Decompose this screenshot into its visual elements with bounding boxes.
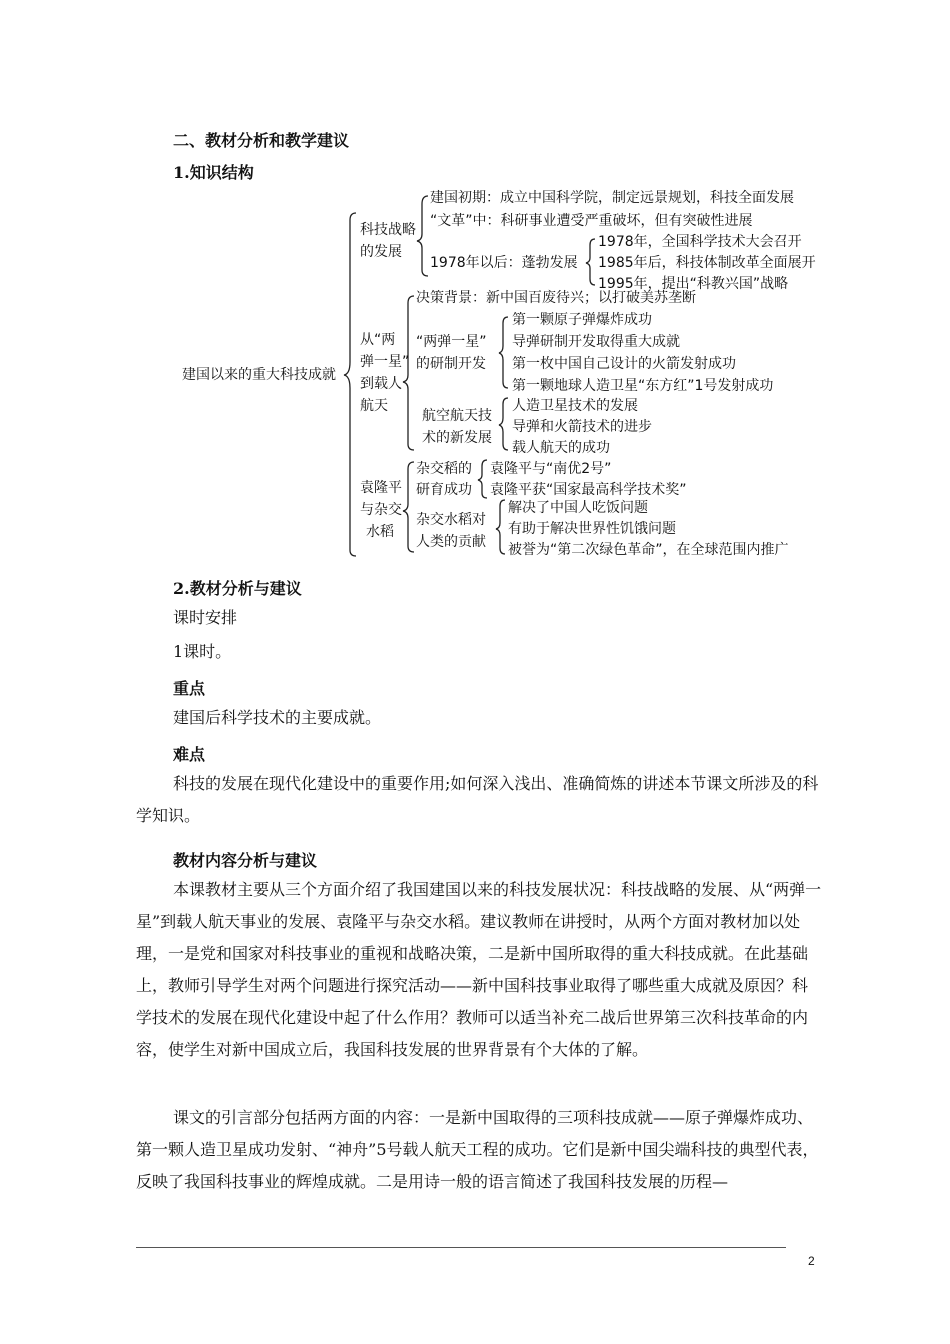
b3-c2-item: 有助于解决世界性饥饿问题: [508, 521, 676, 537]
b2-label-line3: 到载人: [360, 376, 402, 392]
b2-c3-item: 人造卫星技术的发展: [512, 398, 638, 414]
class-hours-title: 课时安排: [173, 608, 238, 627]
branch2-brace: [403, 296, 414, 450]
b3-c2-item: 被誉为“第二次绿色革命”，在全球范围内推广: [508, 542, 789, 558]
b1-c3-item: 1995年，提出“科教兴国”战略: [598, 276, 789, 292]
b2-c2-line2: 的研制开发: [416, 356, 486, 372]
b1-c1: 建国初期：成立中国科学院，制定远景规划，科技全面发展: [430, 190, 794, 206]
b2-c2-item: 导弹研制开发取得重大成就: [512, 334, 680, 350]
difficulty-title: 难点: [173, 745, 206, 764]
diagram-root: 建国以来的重大科技成就: [182, 367, 336, 383]
b1-c3: 1978年以后：蓬勃发展: [430, 255, 578, 271]
page-number: 2: [808, 1254, 815, 1268]
analysis-paragraph-2: 课文的引言部分包括两方面的内容：一是新中国取得的三项科技成就——原子弹爆炸成功、第一颗人造卫星成功发射、“神舟”5号载人航天工程的成功。它们是新中国尖端科技的典型代表，反映了我国科技事业的辉煌成就。二是用诗一般的语言简述了我国科技发展的历程—: [136, 1108, 819, 1191]
b3-c2-line2: 人类的贡献: [416, 534, 486, 550]
footer-divider: [136, 1247, 786, 1248]
b2c3-brace: [499, 398, 508, 450]
b2-c2-item: 第一颗地球人造卫星“东方红”1号发射成功: [512, 378, 774, 394]
b1-c2: “文革”中：科研事业遭受严重破坏，但有突破性进展: [430, 213, 753, 229]
b2-c2-line1: “两弹一星”: [416, 334, 487, 350]
b3c1-brace: [478, 460, 487, 498]
analysis-paragraph-1: 本课教材主要从三个方面介绍了我国建国以来的科技发展状况：科技战略的发展、从“两弹一星”到载人航天事业的发展、袁隆平与杂交水稻。建议教师在讲授时，从两个方面对教材加以处理，一是党和国家对科技事业的重视和战略决策，二是新中国所取得的重大科技成就。在此基础上，教师引导学生对两个问题进行探究活动——新中国科技事业取得了哪些重大成就及原因？科学技术的发展在现代化建设中起了什么作用？教师可以适当补充二战后世界第三次科技革命的内容，使学生对新中国成立后，我国科技发展的世界背景有个大体的了解。: [136, 880, 822, 1059]
branch3-brace: [403, 462, 414, 552]
b2-label-line2: 弹一星”: [360, 354, 410, 370]
section-heading: 二、教材分析和教学建议: [173, 131, 350, 150]
b2c2-brace: [499, 317, 508, 388]
knowledge-structure-heading: 1.知识结构: [173, 163, 254, 182]
b3-label-line3: 水稻: [366, 524, 394, 540]
root-brace: [344, 213, 356, 556]
b3-c2-item: 解决了中国人吃饭问题: [508, 500, 648, 516]
analysis-suggestion-heading: 2.教材分析与建议: [173, 579, 302, 598]
b2-c3-item: 载人航天的成功: [512, 440, 610, 456]
b2-c3-line1: 航空航天技: [422, 408, 492, 424]
b2-c2-item: 第一颗原子弹爆炸成功: [512, 312, 652, 328]
b3-c1-item: 袁隆平与“南优2号”: [490, 461, 612, 477]
analysis-title: 教材内容分析与建议: [173, 851, 318, 870]
difficulty-text: 科技的发展在现代化建设中的重要作用;如何深入浅出、准确简炼的讲述本节课文所涉及的科学知识。: [136, 774, 819, 825]
b3-label-line1: 袁隆平: [360, 480, 402, 496]
key-point-text: 建国后科学技术的主要成就。: [173, 708, 382, 727]
b1-c3-item: 1985年后，科技体制改革全面展开: [598, 255, 816, 271]
b3-c1-line1: 杂交稻的: [416, 461, 472, 477]
class-hours-value: 1课时。: [173, 642, 232, 661]
branch1-brace: [417, 196, 428, 276]
b2-c2-item: 第一枚中国自己设计的火箭发射成功: [512, 356, 736, 372]
b1-label-line2: 的发展: [360, 244, 402, 260]
b2-c1: 决策背景：新中国百废待兴；以打破美苏垄断: [416, 290, 696, 306]
b2-c3-item: 导弹和火箭技术的进步: [512, 419, 652, 435]
b1-label-line1: 科技战略: [360, 222, 416, 238]
b2-label-line4: 航天: [360, 398, 388, 414]
c3-brace: [586, 239, 595, 285]
b3-c1-line2: 研育成功: [416, 482, 472, 498]
b2-c3-line2: 术的新发展: [422, 430, 492, 446]
b1-c3-item: 1978年，全国科学技术大会召开: [598, 234, 802, 250]
b3c2-brace: [496, 500, 505, 554]
b3-c2-line1: 杂交水稻对: [416, 512, 486, 528]
b3-c1-item: 袁隆平获“国家最高科学技术奖”: [490, 482, 687, 498]
b3-label-line2: 与杂交: [360, 502, 402, 518]
knowledge-structure-diagram: [170, 182, 850, 572]
key-point-title: 重点: [173, 679, 206, 698]
b2-label-line1: 从“两: [360, 332, 396, 348]
